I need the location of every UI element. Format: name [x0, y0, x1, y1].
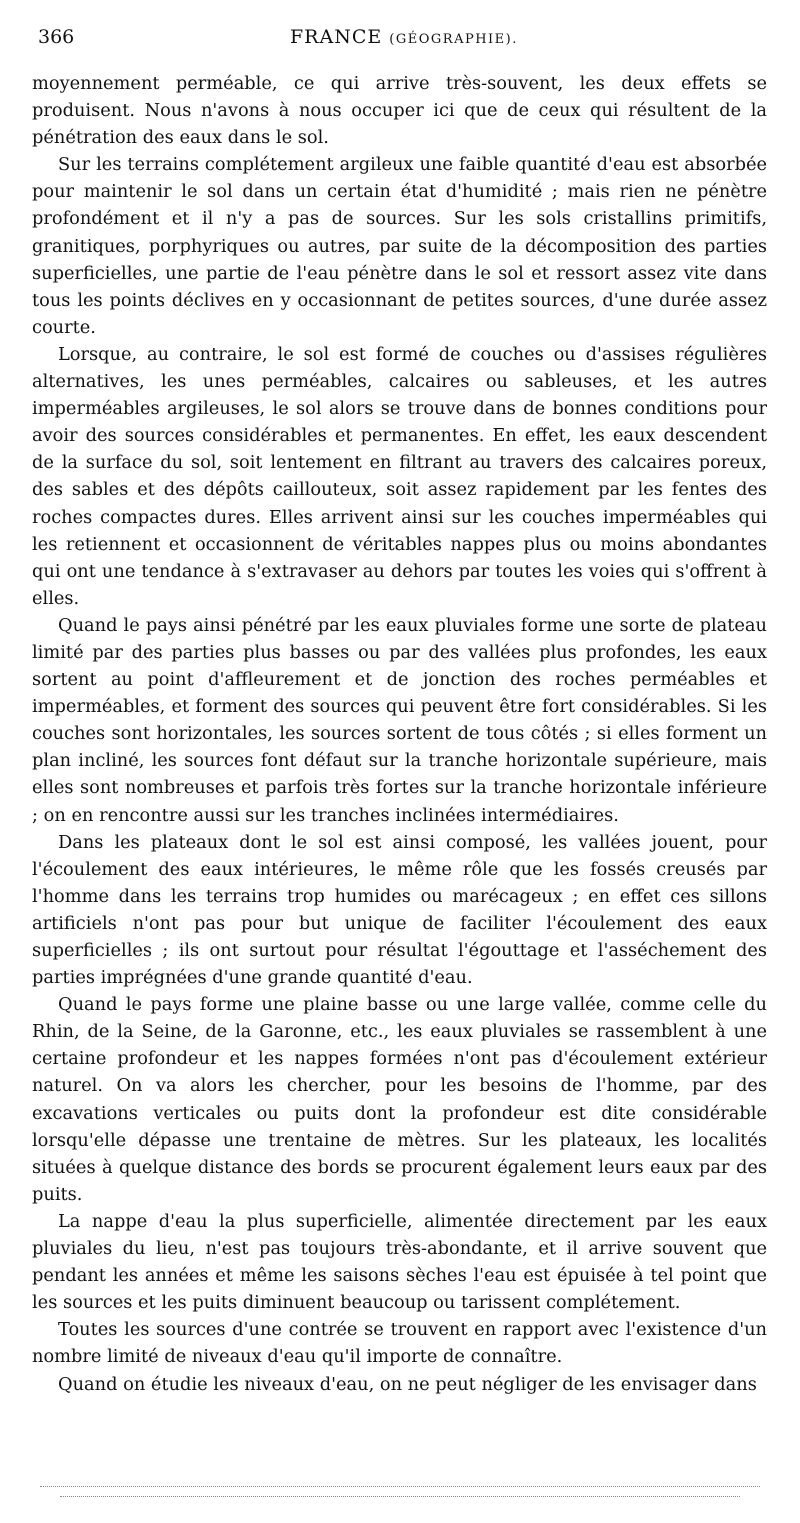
- paragraph-plaine: Quand le pays forme une plaine basse ou une large vallée, comme celle du Rhin, de la Seine, de la Garonne, etc., les eaux pluviales se rassemblent à une certaine profondeur et les nappes formées n'ont pas d'écoulement extérieur naturel. On va alors les chercher, pour les besoins de l'homme, par des excavations verticales ou puits dont la profondeur est dite considérable lorsqu'elle dépasse une trentaine de mètres. Sur les plateaux, les localités situées à quelque distance des bords se procurent également leurs eaux par des puits.: [32, 994, 767, 1205]
- paragraph-couches: Lorsque, au contraire, le sol est formé de couches ou d'assises régulières alternatives, les unes perméables, calcaires ou sableuses, et les autres imperméables argileuses, le sol alors se trouve dans de bonnes conditions pour avoir des sources considérables et permanentes. En effet, les eaux descendent de la surface du sol, soit lentement en filtrant au travers des calcaires poreux, des sables et des dépôts caillouteux, soit assez rapidement par les fentes des roches compactes dures. Elles arrivent ainsi sur les couches imperméables qui les retiennent et occasionnent de véritables nappes plus ou moins abondantes qui ont une tendance à s'extravaser au dehors par toutes les voies qui s'offrent à elles.: [32, 343, 767, 609]
- footer-dotted-rule: [40, 1486, 760, 1487]
- running-title-main: FRANCE: [290, 26, 383, 48]
- paragraph-plateau: Quand le pays ainsi pénétré par les eaux pluviales forme une sorte de plateau limité par des parties plus basses ou par des vallées plus profondes, les eaux sortent au point d'affleurement et de jonction des roches perméables et imperméables, et forment des sources qui peuvent être fort considérables. Si les couches sont horizontales, les sources sortent de tous côtés ; si elles forment un plan incliné, les sources font défaut sur la tranche horizontale supérieure, mais elles sont nombreuses et parfois très fortes sur la tranche horizontale inférieure ; on en rencontre aussi sur les tranches inclinées intermédiaires.: [32, 614, 767, 826]
- running-title-subtitle: (GÉOGRAPHIE).: [389, 32, 518, 47]
- paragraph-sources: Toutes les sources d'une contrée se trouvent en rapport avec l'existence d'un nombre limité de niveaux d'eau qu'il importe de connaître.: [32, 1319, 767, 1368]
- paragraph-vallees: Dans les plateaux dont le sol est ainsi composé, les vallées jouent, pour l'écoulement des eaux intérieures, le même rôle que les fossés creusés par l'homme dans les terrains trop humides ou marécageux ; en effet ces sillons artificiels n'ont pas pour but unique de faciliter l'écoulement des eaux superficielles ; ils ont surtout pour résultat l'égouttage et l'asséchement des parties imprégnées d'une grande quantité d'eau.: [32, 831, 767, 989]
- paragraph-nappe: La nappe d'eau la plus superficielle, alimentée directement par les eaux pluviales du lieu, n'est pas toujours très-abondante, et il arrive souvent que pendant les années et même les saisons sèches l'eau est épuisée à tel point que les sources et les puits diminuent beaucoup ou tarissent complétement.: [32, 1210, 767, 1314]
- page-number: 366: [38, 26, 75, 48]
- paragraph-niveaux: Quand on étudie les niveaux d'eau, on ne peut négliger de les envisager dans: [58, 1373, 757, 1395]
- running-title: [290, 26, 518, 48]
- paragraph-continuation: moyennement perméable, ce qui arrive très-souvent, les deux effets se produisent. Nous n'avons à nous occuper ici que de ceux qui résultent de la pénétration des eaux dans le sol.: [32, 73, 767, 149]
- running-header: [38, 26, 768, 54]
- paragraph-argileux: Sur les terrains complétement argileux une faible quantité d'eau est absorbée pour maintenir le sol dans un certain état d'humidité ; mais rien ne pénètre profondément et il n'y a pas de sources. Sur les sols cristallins primitifs, granitiques, porphyriques ou autres, par suite de la décomposition des parties superficielles, une partie de l'eau pénètre dans le sol et ressort assez vite dans tous les points déclives en y occasionnant de petites sources, d'une durée assez courte.: [32, 154, 767, 338]
- footer-dotted-rule-lower: [60, 1496, 740, 1497]
- body-text: [32, 70, 767, 1398]
